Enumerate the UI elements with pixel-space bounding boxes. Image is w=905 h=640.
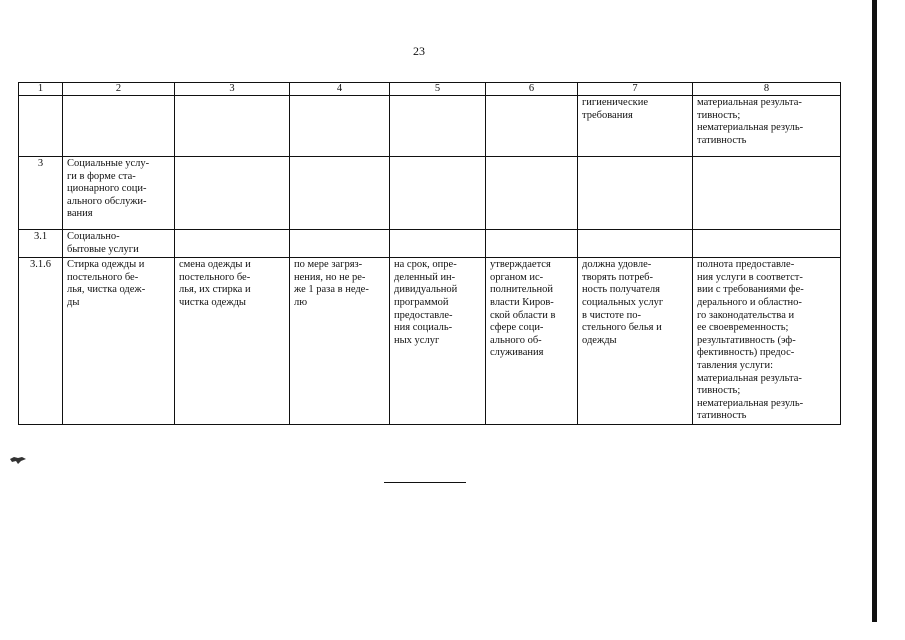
table-cell [486, 157, 578, 230]
table-cell [578, 157, 693, 230]
table-cell [290, 230, 390, 258]
table-cell [486, 230, 578, 258]
table-cell: утверждается органом ис- полнительной власти Киров- ской области в сфере соци- ального об- служивания [486, 258, 578, 425]
table-cell [175, 157, 290, 230]
table-cell [19, 96, 63, 157]
table-cell: материальная результа- тивность; нематериальная резуль- тативность [693, 96, 841, 157]
column-header: 2 [63, 83, 175, 96]
table-cell: по мере загряз- нения, но не ре- же 1 раза в неде- лю [290, 258, 390, 425]
table-cell [390, 96, 486, 157]
table-cell [290, 157, 390, 230]
separator-line [384, 482, 466, 483]
table-row-continuation [19, 96, 841, 157]
column-header: 3 [175, 83, 290, 96]
scan-edge-bar [872, 0, 877, 622]
table-cell [390, 230, 486, 258]
table-cell [175, 230, 290, 258]
table-cell: 3.1.6 [19, 258, 63, 425]
table-row-section-3-1 [19, 230, 841, 258]
table-cell [693, 157, 841, 230]
table-row-item-3-1-6 [19, 258, 841, 425]
column-header: 6 [486, 83, 578, 96]
table-cell [390, 157, 486, 230]
column-number-row [19, 83, 841, 96]
page-number: 23 [413, 44, 425, 58]
table-cell: Социально- бытовые услуги [63, 230, 175, 258]
column-header: 7 [578, 83, 693, 96]
services-table [18, 82, 841, 425]
scan-smudge-mark [9, 456, 27, 465]
column-header: 8 [693, 83, 841, 96]
table-cell: Стирка одежды и постельного бе- лья, чистка одеж- ды [63, 258, 175, 425]
table-cell: гигиенические требования [578, 96, 693, 157]
table-cell [486, 96, 578, 157]
column-header: 4 [290, 83, 390, 96]
table-cell: 3.1 [19, 230, 63, 258]
table-cell [290, 96, 390, 157]
table-cell [693, 230, 841, 258]
table-row-section-3 [19, 157, 841, 230]
table-cell: 3 [19, 157, 63, 230]
column-header: 5 [390, 83, 486, 96]
table-cell [578, 230, 693, 258]
table-cell: полнота предоставле- ния услуги в соответст- вии с требованиями фе- дерального и областно- го законодательства и ее своевременность; результативность (эф- фективность) предос- тавления услуги: материальная результа- тивность; нематериальная резуль- тативность [693, 258, 841, 425]
table-cell [63, 96, 175, 157]
table-cell: на срок, опре- деленный ин- дивидуальной программой предоставле- ния социаль- ных услуг [390, 258, 486, 425]
table-cell: Социальные услу- ги в форме ста- ционарного соци- ального обслужи- вания [63, 157, 175, 230]
table-cell: смена одежды и постельного бе- лья, их стирка и чистка одежды [175, 258, 290, 425]
table-cell: должна удовле- творять потреб- ность получателя социальных услуг в чистоте по- стельного белья и одежды [578, 258, 693, 425]
table-cell [175, 96, 290, 157]
column-header: 1 [19, 83, 63, 96]
